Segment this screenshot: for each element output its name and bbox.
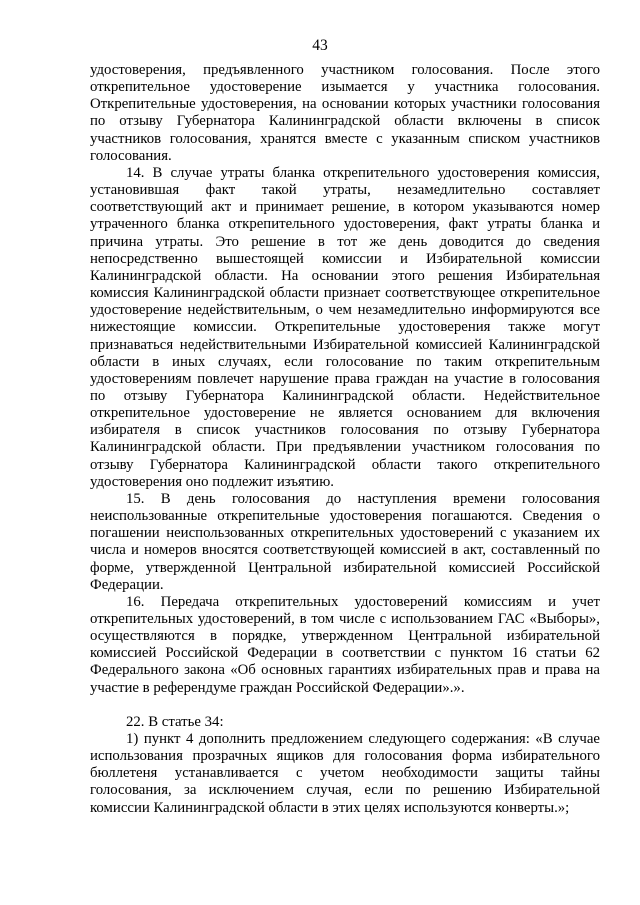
page-number: 43 (312, 37, 328, 54)
paragraph-article-34-item-1: 1) пункт 4 дополнить предложением следующего содержания: «В случае использования прозрачных ящиков для голосования форма избирательного бюллетеня устанавливается с учетом необходимости защиты тайны голосования, за исключением случая, если по решению Избирательной комиссии Калининградской области в этих целях используются конверты.»; (90, 730, 600, 816)
paragraph-continuation: удостоверения, предъявленного участником голосования. После этого открепительное удостоверение изымается у участника голосования. Открепительные удостоверения, на основании которых участники голосования по отзыву Губернатора Калининградской области включены в список участников голосования, хранятся вместе с указанным списком участников голосования. (90, 62, 600, 164)
paragraph-spacer (90, 697, 600, 714)
paragraph-item-15: 15. В день голосования до наступления времени голосования неиспользованные открепительные удостоверения погашаются. Сведения о погашении неиспользованных открепительных удостоверений с указанием их числа и номеров вносятся соответствующей комиссией в акт, составленный по форме, утвержденной Центральной избирательной комиссией Российской Федерации. (90, 490, 600, 593)
paragraph-article-34-heading: 22. В статье 34: (126, 713, 224, 730)
paragraph-item-14: 14. В случае утраты бланка открепительного удостоверения комиссия, установившая факт такой утраты, незамедлительно составляет соответствующий акт и принимает решение, в котором указываются номер утраченного бланка открепительного удостоверения, факт утраты бланка и причина утраты. Это решение в тот же день доводится до сведения непосредственно вышестоящей комиссии и Избирательной комиссии Калининградской области. На основании этого решения Избирательная комиссия Калининградской области признает соответствующее открепительное удостоверение недействительным, о чем незамедлительно информируются все нижестоящие комиссии. Открепительные удостоверения также могут признаваться недействительными Избирательной комиссией Калининградской области в иных случаях, если голосование по таким открепительным удостоверениям повлечет нарушение права граждан на участие в голосования по отзыву Губернатора Калининградской области. Недействительное открепительное удостоверение не является основанием для включения избирателя в список участников голосования по отзыву Губернатора Калининградской области. При предъявлении участником голосования по отзыву Губернатора Калининградской области такого открепительного удостоверения оно подлежит изъятию. (90, 164, 600, 490)
document-body (90, 62, 600, 817)
paragraph-item-16: 16. Передача открепительных удостоверений комиссиям и учет открепительных удостоверений, в том числе с использованием ГАС «Выборы», осуществляются в порядке, утвержденном Центральной избирательной комиссией Российской Федерации в соответствии с пунктом 16 статьи 62 Федерального закона «Об основных гарантиях избирательных прав и права на участие в референдуме граждан Российской Федерации».». (90, 593, 600, 696)
